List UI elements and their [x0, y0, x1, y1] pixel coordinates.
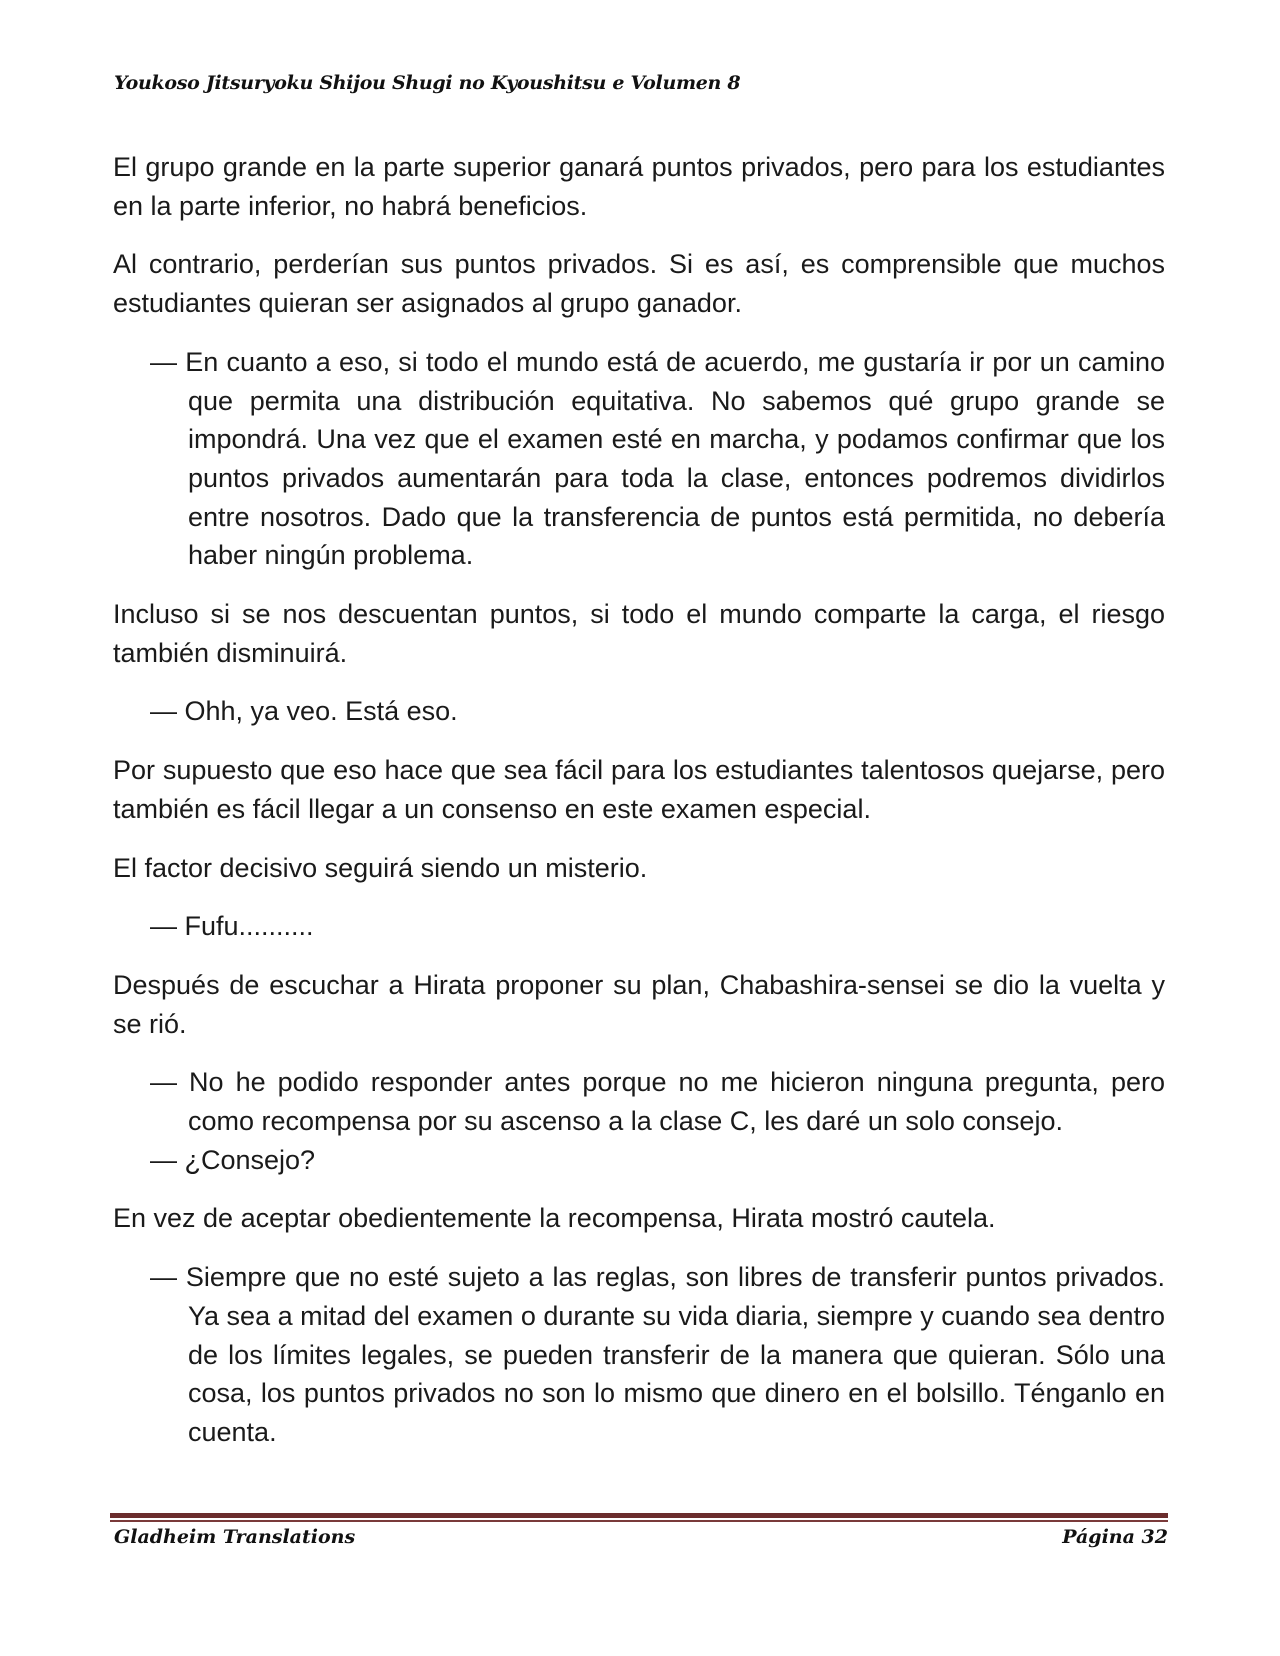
paragraph: Incluso si se nos descuentan puntos, si todo el mundo comparte la carga, el riesgo también disminuirá.	[113, 599, 1165, 668]
paragraph: El grupo grande en la parte superior ganará puntos privados, pero para los estudiantes en la parte inferior, no habrá beneficios.	[113, 152, 1165, 221]
paragraph: El factor decisivo seguirá siendo un misterio.	[113, 852, 648, 883]
dialogue-line: — No he podido responder antes porque no me hicieron ninguna pregunta, pero como recompensa por su ascenso a la clase C, les daré un solo consejo.	[150, 1067, 1165, 1137]
dialogue-line: — Siempre que no esté sujeto a las reglas, son libres de transferir puntos privados. Ya sea a mitad del examen o durante su vida diaria, siempre y cuando sea dentro de los límites legales, se pueden transferir de la manera que quieran. Sólo una cosa, los puntos privados no son lo mismo que dinero en el bolsillo. Ténganlo en cuenta.	[150, 1262, 1165, 1447]
footer-page-number: Página 32	[1062, 1526, 1168, 1548]
paragraph: Al contrario, perderían sus puntos privados. Si es así, es comprensible que muchos estudiantes quieran ser asignados al grupo ganador.	[113, 249, 1165, 319]
dialogue-line: — ¿Consejo?	[150, 1144, 316, 1175]
dialogue-line: — En cuanto a eso, si todo el mundo está de acuerdo, me gustaría ir por un camino que permita una distribución equitativa. No sabemos qué grupo grande se impondrá. Una vez que el examen esté en marcha, y podamos confirmar que los puntos privados aumentarán para toda la clase, entonces podremos dividirlos entre nosotros. Dado que la transferencia de puntos está permitida, no debería haber ningún problema.	[150, 346, 1165, 571]
paragraph: Por supuesto que eso hace que sea fácil para los estudiantes talentosos quejarse, pero también es fácil llegar a un consenso en este examen especial.	[113, 755, 1165, 824]
paragraph: En vez de aceptar obedientemente la recompensa, Hirata mostró cautela.	[113, 1203, 996, 1234]
paragraph: Después de escuchar a Hirata proponer su plan, Chabashira-sensei se dio la vuelta y se rió.	[113, 969, 1165, 1039]
dialogue-line: — Fufu..........	[150, 911, 314, 942]
dialogue-line: — Ohh, ya veo. Está eso.	[150, 696, 458, 727]
body-text	[113, 148, 1165, 1472]
footer-divider	[110, 1513, 1168, 1522]
running-header: Youkoso Jitsuryoku Shijou Shugi no Kyoushitsu e Volumen 8	[114, 72, 741, 94]
footer-publisher: Gladheim Translations	[114, 1526, 356, 1548]
